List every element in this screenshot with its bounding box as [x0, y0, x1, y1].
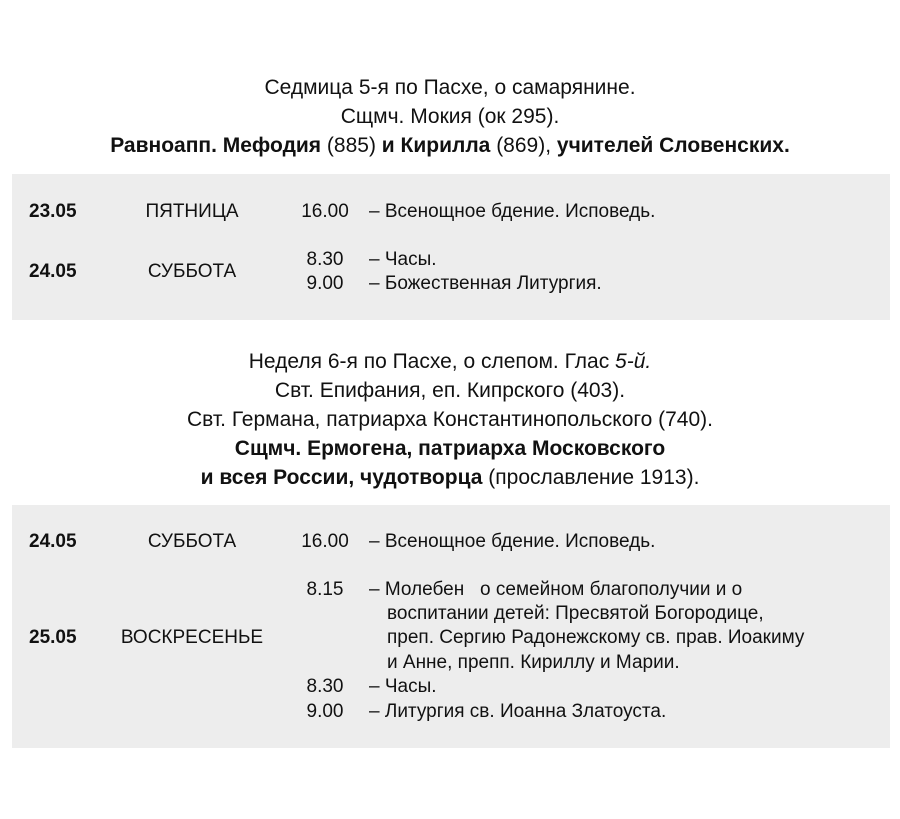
section1-saints-methodius-cyril: Равноапп. Мефодия (885) и Кирилла (869), учителей Словенских. [110, 134, 790, 157]
section2-saint-germanus: Свт. Германа, патриарха Константинопольского (740). [187, 408, 713, 431]
schedule-time: 8.15 [306, 579, 344, 600]
schedule-event: – Литургия св. Иоанна Златоуста. [369, 701, 667, 722]
section1-schedule-table [12, 174, 890, 320]
section1-saint-mokiy: Сщмч. Мокия (ок 295). [340, 105, 560, 128]
schedule-date: 23.05 [29, 201, 77, 222]
schedule-event: – Часы. [369, 249, 437, 270]
section2-week-title: Неделя 6-я по Пасхе, о слепом. Глас 5-й. [248, 350, 652, 373]
schedule-date: 24.05 [29, 531, 77, 552]
schedule-day: СУББОТА [147, 531, 237, 552]
schedule-event: – Всенощное бдение. Исповедь. [369, 531, 656, 552]
schedule-event-continuation: преп. Сергию Радонежскому св. прав. Иоакиму [387, 627, 805, 648]
schedule-time: 16.00 [301, 201, 349, 222]
schedule-event-continuation: воспитании детей: Пресвятой Богородице, [387, 603, 764, 624]
section1-heading [0, 73, 900, 160]
section1-week-title: Седмица 5-я по Пасхе, о самарянине. [264, 76, 636, 99]
schedule-event: – Всенощное бдение. Исповедь. [369, 201, 656, 222]
section2-saint-hermogenes-cont: и всея России, чудотворца (прославление 1913). [200, 466, 700, 489]
schedule-day: ПЯТНИЦА [145, 201, 239, 222]
schedule-day: СУББОТА [147, 261, 237, 282]
schedule-event: – Часы. [369, 676, 437, 697]
section2-heading [0, 347, 900, 492]
section2-saint-hermogenes: Сщмч. Ермогена, патриарха Московского [234, 437, 666, 460]
section2-schedule-table [12, 505, 890, 748]
schedule-day: ВОСКРЕСЕНЬЕ [120, 627, 264, 648]
schedule-time: 9.00 [306, 273, 344, 294]
schedule-date: 25.05 [29, 627, 77, 648]
schedule-event-continuation: и Анне, препп. Кириллу и Марии. [387, 652, 680, 673]
schedule-time: 8.30 [306, 676, 344, 697]
section2-saint-epiphanius: Свт. Епифания, еп. Кипрского (403). [274, 379, 626, 402]
schedule-time: 9.00 [306, 701, 344, 722]
schedule-date: 24.05 [29, 261, 77, 282]
schedule-event: – Молебен о семейном благополучии и о [369, 579, 743, 600]
schedule-time: 8.30 [306, 249, 344, 270]
schedule-event: – Божественная Литургия. [369, 273, 602, 294]
schedule-time: 16.00 [301, 531, 349, 552]
